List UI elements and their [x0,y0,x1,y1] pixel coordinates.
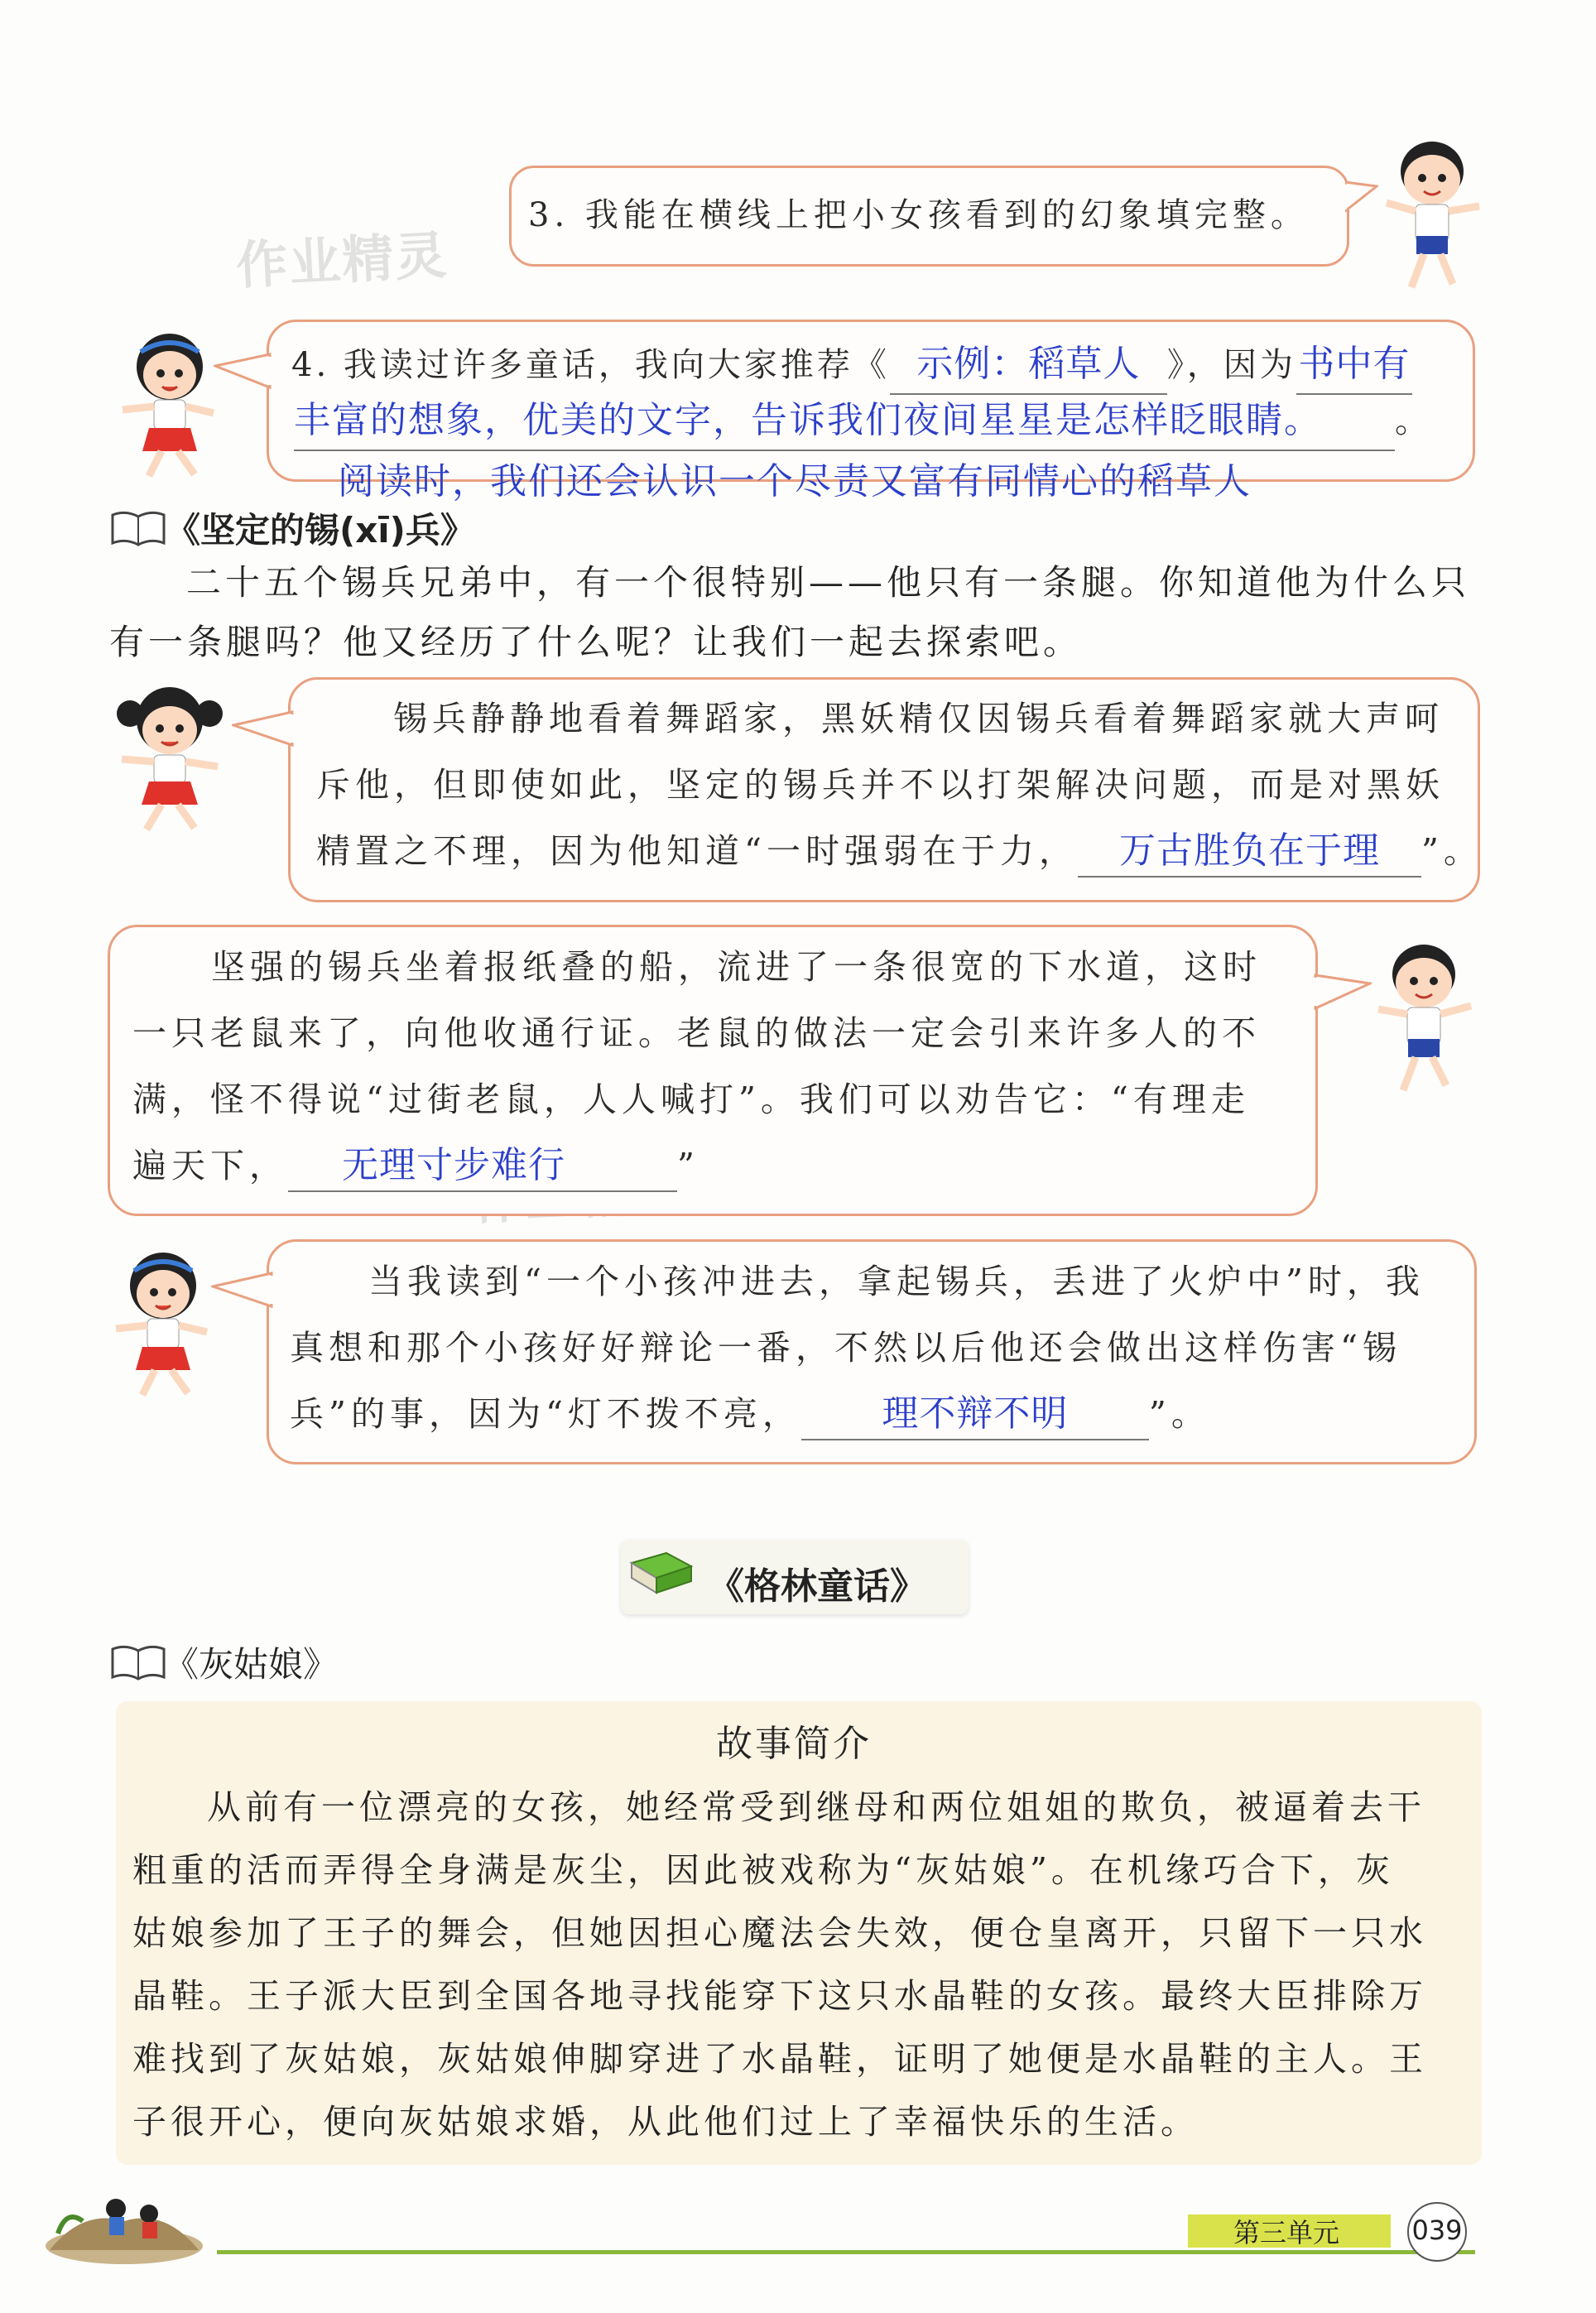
footer-line [217,2250,1475,2254]
bubble-2-prefix: 遍天下， [132,1146,288,1185]
boy-figure-icon [1378,137,1486,298]
bubble-3-suffix: ”。 [1148,1394,1210,1434]
question-4-line2 [294,392,1429,451]
open-book-icon [109,1641,167,1682]
question-3-text: 3. 我能在横线上把小女孩看到的幻象填完整。 [528,196,1309,234]
grimm-title: 《格林童话》 [708,1565,926,1608]
q4-reason-part3: 阅读时，我们还会认识一个尽责又富有同情心的稻草人 [338,460,1252,503]
bubble-tail [211,1267,273,1316]
intro-line-2: 有一条腿吗？他又经历了什么呢？让我们一起去探索吧。 [109,622,1083,662]
summary-line: 粗重的活而弄得全身满是灰尘，因此被戏称为“灰姑娘”。在机缘巧合下，灰 [132,1850,1394,1890]
page-number: 039 [1411,2214,1463,2246]
summary-line: 从前有一位漂亮的女孩，她经常受到继母和两位姐姐的欺负，被逼着去干 [207,1787,1425,1827]
q4-reason-part2: 丰富的想象，优美的文字，告诉我们夜间星星是怎样眨眼睛。 [294,392,1395,451]
bubble-1-answer: 万古胜负在于理 [1078,826,1421,878]
girl-figure-icon [109,1246,217,1403]
bubble-3-line3 [290,1381,1210,1447]
q4-reason-part1: 书中有 [1296,335,1412,395]
summary-line: 子很开心，便向灰姑娘求婚，从此他们过上了幸福快乐的生活。 [132,2102,1199,2142]
summary-line: 姑娘参加了王子的舞会，但她因担心魔法会失效，便仓皇离开，只留下一只水 [132,1913,1427,1953]
summary-line: 晶鞋。王子派大臣到全国各地寻找能穿下这只水晶鞋的女孩。最终大臣排除万 [132,1976,1427,2016]
intro-line-1: 二十五个锡兵兄弟中，有一个很特别——他只有一条腿。你知道他为什么只 [186,562,1471,603]
q4-prefix: 4. 我读过许多童话，我向大家推荐《 [291,346,890,384]
bubble-1-suffix: ”。 [1421,831,1483,871]
question-4-line1 [291,335,1412,395]
bubble-1-prefix: 精置之不理，因为他知道“一时强弱在于力， [316,831,1078,871]
bubble-tail [232,705,294,755]
q4-mid: 》，因为 [1166,346,1296,384]
bubble-2-line4 [132,1132,699,1199]
bubble-tail [1345,178,1378,219]
summary-text [132,1776,1473,2153]
bubble-1-line3 [316,818,1483,884]
girl-pigtails-figure-icon [112,680,228,838]
bubble-2-line2: 一只老鼠来了，向他收通行证。老鼠的做法一定会引来许多人的不 [132,1013,1261,1053]
section-title-cinderella: 《灰姑娘》 [164,1644,339,1685]
bubble-3-line2: 真想和那个小孩好好辩论一番，不然以后他还会做出这样伤害“锡 [290,1328,1401,1368]
children-reading-illustration-icon [33,2176,215,2267]
bubble-tail [1314,969,1372,1018]
bubble-3-answer: 理不辩不明 [801,1389,1149,1440]
bubble-2-suffix: ” [677,1146,699,1185]
watermark: 作业精灵 [234,224,450,296]
girl-figure-icon [116,327,224,484]
summary-heading: 故事简介 [716,1723,872,1765]
q4-end: 。 [1395,401,1429,440]
bubble-2-answer: 无理寸步难行 [288,1141,677,1192]
bubble-2-line3: 满，怪不得说“过街老鼠，人人喊打”。我们可以劝告它：“有理走 [132,1080,1250,1119]
bubble-1-line1: 锡兵静静地看着舞蹈家，黑妖精仅因锡兵看着舞蹈家就大声呵 [393,699,1444,738]
q4-book-answer: 示例：稻草人 [890,335,1167,395]
footer-unit-label: 第三单元 [1233,2217,1340,2248]
boy-figure-icon [1370,940,1478,1101]
bubble-1-line2: 斥他，但即使如此，坚定的锡兵并不以打架解决问题，而是对黑妖 [316,765,1445,805]
summary-line: 难找到了灰姑娘，灰姑娘伸脚穿进了水晶鞋，证明了她便是水晶鞋的主人。王 [132,2039,1427,2079]
open-book-icon [109,507,167,548]
section-title-tin-soldier: 《坚定的锡(xī)兵》 [166,510,475,551]
bubble-3-prefix: 兵”的事，因为“灯不拨不亮， [290,1394,801,1434]
bubble-3-line1: 当我读到“一个小孩冲进去，拿起锡兵，丢进了火炉中”时，我 [368,1262,1425,1301]
green-book-icon [625,1546,695,1604]
bubble-2-line1: 坚强的锡兵坐着报纸叠的船，流进了一条很宽的下水道，这时 [211,947,1262,987]
